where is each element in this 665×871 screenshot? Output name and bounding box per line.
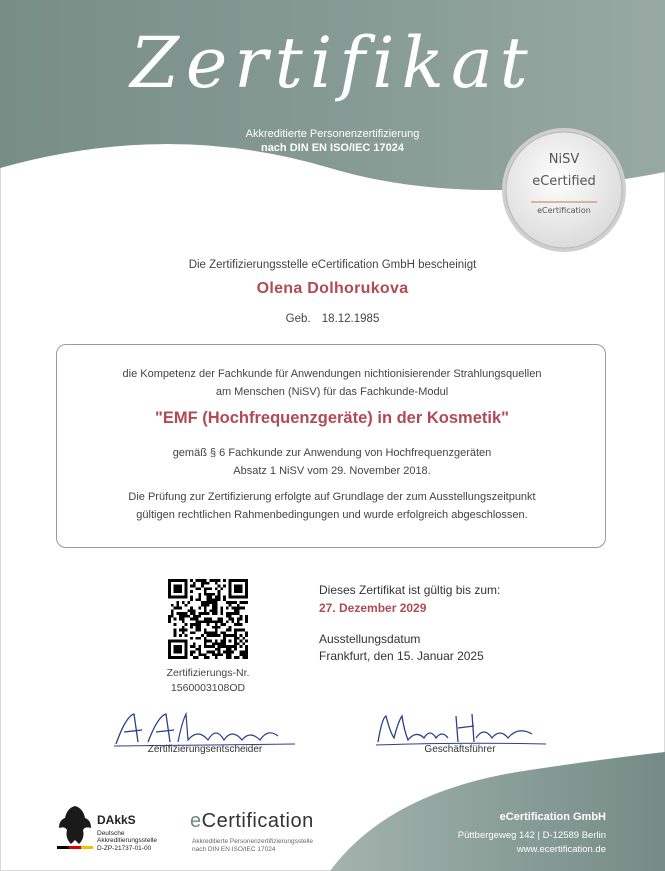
- recipient-name: Olena Dolhorukova: [256, 280, 409, 297]
- ecert-logo-e: e: [190, 810, 202, 832]
- issue-place-date: Frankfurt, den 15. Januar 2025: [319, 649, 484, 663]
- birth-date: 18.12.1985: [321, 313, 380, 325]
- footer-address: Püttbergeweg 142 | D-12589 Berlin: [457, 830, 606, 841]
- dakks-id: D-ZP-21737-01-00: [97, 845, 152, 852]
- footer-company: eCertification GmbH: [499, 811, 606, 823]
- certificate-number-label: Zertifizierungs-Nr.: [166, 667, 250, 679]
- qr-code-icon: [168, 579, 248, 659]
- valid-until-label: Dieses Zertifikat ist gültig bis zum:: [319, 583, 501, 597]
- left-signer-role: Zertifizierungsentscheider: [147, 744, 263, 755]
- subtitle-line-2: nach DIN EN ISO/IEC 17024: [260, 142, 405, 154]
- dakks-line-1: Deutsche: [97, 830, 125, 837]
- dakks-eagle-icon: [55, 800, 95, 850]
- exam-line-2: gültigen rechtlichen Rahmenbedingungen und wurde erfolgreich abgeschlossen.: [136, 509, 528, 521]
- dakks-name: DAkkS: [97, 813, 136, 827]
- ecert-sub-line-1: Akkreditierte Personenzertifizierungsstelle: [192, 838, 314, 845]
- birth-date-row: [0, 313, 665, 325]
- competence-line-2: am Menschen (NiSV) für das Fachkunde-Modul: [215, 386, 449, 398]
- right-signer-role: Geschäftsführer: [424, 744, 496, 755]
- ecert-sub-line-2: nach DIN EN ISO/IEC 17024: [192, 846, 276, 853]
- seal-line-3: eCertification: [537, 206, 591, 215]
- ecertification-logo: [190, 810, 314, 833]
- certificate-number: 1560003108OD: [170, 682, 246, 694]
- seal-line-1: NiSV: [548, 152, 580, 167]
- birth-label: Geb.: [285, 313, 311, 325]
- seal-line-2: eCertified: [532, 174, 596, 189]
- subtitle-line-1: Akkreditierte Personenzertifizierung: [245, 128, 420, 140]
- exam-line-1: Die Prüfung zur Zertifizierung erfolgte auf Grundlage der zum Ausstellungszeitpunkt: [128, 491, 536, 503]
- certificate-title: Zertifikat: [130, 22, 535, 104]
- nisv-seal-icon: [499, 125, 629, 255]
- module-title: "EMF (Hochfrequenzgeräte) in der Kosmetik": [155, 409, 509, 427]
- issuer-intro: Die Zertifizierungsstelle eCertification GmbH bescheinigt: [188, 259, 477, 271]
- valid-until-date: 27. Dezember 2029: [319, 601, 427, 615]
- dakks-line-2: Akkreditierungsstelle: [97, 837, 157, 844]
- issue-date-label: Ausstellungsdatum: [319, 632, 421, 646]
- competence-line-1: die Kompetenz der Fachkunde für Anwendungen nichtionisierender Strahlungsquellen: [122, 368, 542, 380]
- regulation-line-1: gemäß § 6 Fachkunde zur Anwendung von Hochfrequenzgeräten: [172, 447, 492, 459]
- footer-website: www.ecertification.de: [516, 844, 606, 855]
- regulation-line-2: Absatz 1 NiSV vom 29. November 2018.: [233, 465, 431, 477]
- ecert-logo-rest: Certification: [201, 810, 314, 832]
